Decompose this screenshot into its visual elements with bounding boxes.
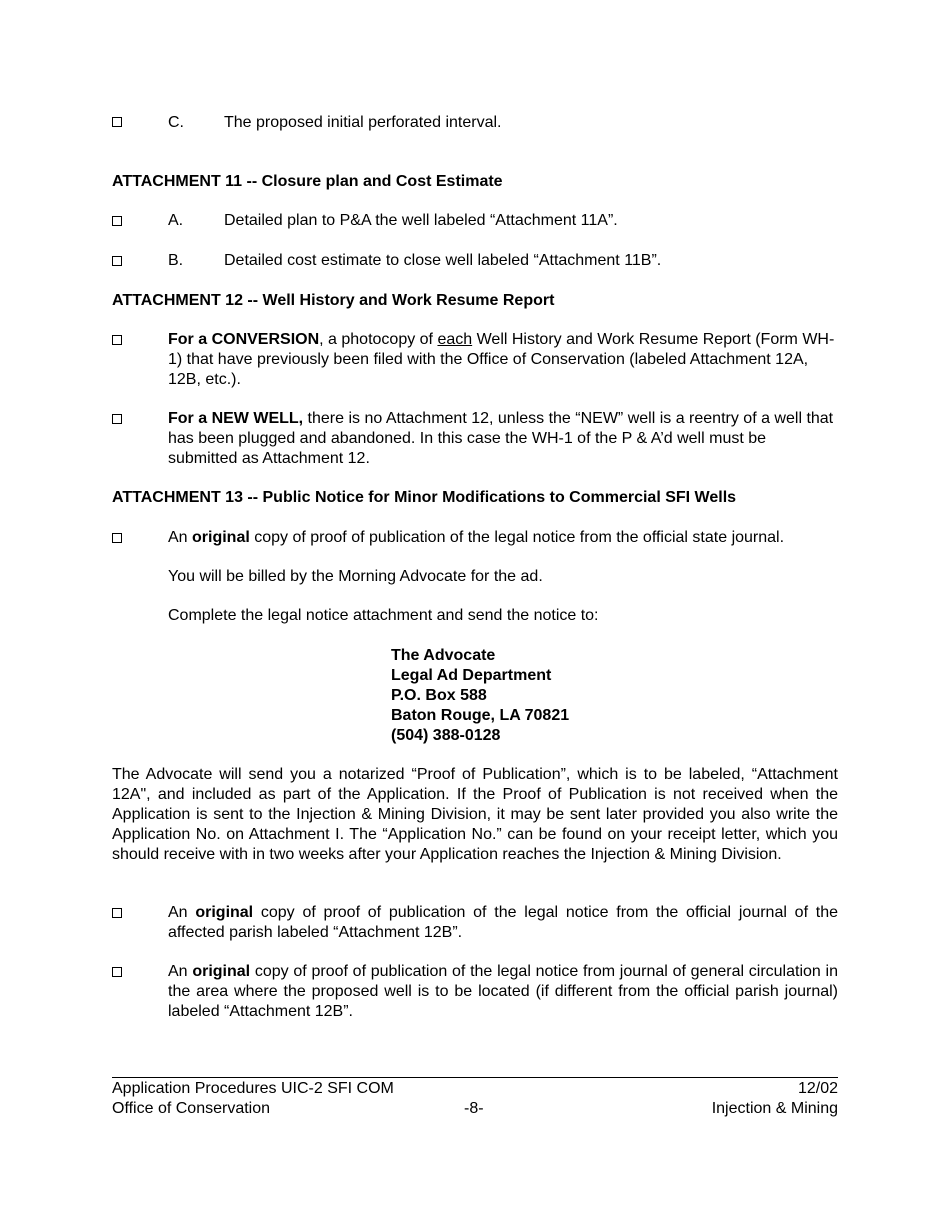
- footer-office: Office of Conservation: [112, 1100, 271, 1117]
- advocate-paragraph: The Advocate will send you a notarized “Proof of Publication”, which is to be labeled, “Attachment 12A", and included as part of the Application. If the Proof of Publication is not received when the Application is sent to the Injection & Mining Division, it may be sent later provided you also write the Application No. on Attachment I. The “Application No.” can be found on your receipt letter, which you should receive with in two weeks after your Application reaches the Injection & Mining Division.: [112, 766, 838, 863]
- footer-page-number: -8-: [464, 1100, 484, 1117]
- footer-division: Injection & Mining: [711, 1100, 838, 1117]
- checkbox-att13-parish-journal[interactable]: [112, 908, 122, 918]
- footer-date: 12/02: [797, 1080, 838, 1097]
- item-letter: A.: [168, 212, 184, 229]
- state-journal-bold: original: [192, 529, 250, 546]
- new-well-lead: For a NEW WELL,: [168, 410, 304, 427]
- state-journal-paragraph: [168, 528, 838, 548]
- parish-journal-paragraph: [168, 903, 838, 943]
- checkbox-att11-a[interactable]: [112, 216, 122, 226]
- address-line: P.O. Box 588: [391, 687, 487, 704]
- address-line: The Advocate: [391, 647, 496, 664]
- state-journal-pre: An: [168, 529, 193, 546]
- checkbox-att13-state-journal[interactable]: [112, 533, 122, 543]
- conversion-emphasis: each: [437, 331, 473, 348]
- advocate-address: [391, 646, 569, 746]
- checkbox-att13-general-circulation[interactable]: [112, 967, 122, 977]
- item-letter: C.: [168, 114, 184, 131]
- new-well-rest: there is no Attachment 12, unless the “NEW” well is a reentry of a well that has been plugged and abandoned. In this case the WH-1 of the P & A’d well must be submitted as Attachment 12.: [168, 410, 834, 467]
- general-circulation-paragraph: [168, 962, 838, 1022]
- parish-journal-pre: An: [168, 904, 196, 921]
- item-letter: B.: [168, 252, 184, 269]
- address-line: Baton Rouge, LA 70821: [391, 707, 570, 724]
- conversion-paragraph: [168, 330, 838, 390]
- checkbox-att12-conversion[interactable]: [112, 335, 122, 345]
- checkbox-att12-new-well[interactable]: [112, 414, 122, 424]
- address-line: (504) 388-0128: [391, 727, 501, 744]
- conversion-rest: Well History and Work Resume Report (Form WH-1) that have previously been filed with the Office of Conservation (labeled Attachment 12A, 12B, etc.).: [168, 331, 835, 388]
- state-journal-rest: copy of proof of publication of the legal notice from the official state journal.: [249, 529, 785, 546]
- heading-attachment-12: ATTACHMENT 12 -- Well History and Work Resume Report: [112, 292, 555, 309]
- item-text: Detailed plan to P&A the well labeled “Attachment 11A”.: [224, 212, 618, 229]
- general-circulation-pre: An: [168, 963, 193, 980]
- conversion-mid: , a photocopy of: [319, 331, 438, 348]
- conversion-lead: For a CONVERSION: [168, 331, 320, 348]
- general-circulation-bold: original: [192, 963, 251, 980]
- parish-journal-rest: copy of proof of publication of the legal notice from the official journal of the affected parish labeled “Attachment 12B”.: [168, 904, 839, 941]
- complete-note: Complete the legal notice attachment and send the notice to:: [168, 607, 599, 624]
- footer-rule: [112, 1077, 838, 1078]
- checkbox-att10-c[interactable]: [112, 117, 122, 127]
- item-text: The proposed initial perforated interval.: [224, 114, 502, 131]
- general-circulation-rest: copy of proof of publication of the legal notice from journal of general circulation in the area where the proposed well is to be located (if different from the official parish journal) labeled “Attachment 12B”.: [168, 963, 838, 1020]
- item-text: Detailed cost estimate to close well labeled “Attachment 11B”.: [224, 252, 662, 269]
- checkbox-att11-b[interactable]: [112, 256, 122, 266]
- billed-note: You will be billed by the Morning Advocate for the ad.: [168, 568, 543, 585]
- heading-attachment-13: ATTACHMENT 13 -- Public Notice for Minor Modifications to Commercial SFI Wells: [112, 489, 737, 506]
- heading-attachment-11: ATTACHMENT 11 -- Closure plan and Cost Estimate: [112, 173, 503, 190]
- footer-doc-title: Application Procedures UIC-2 SFI COM: [112, 1080, 394, 1097]
- parish-journal-bold: original: [195, 904, 254, 921]
- new-well-paragraph: [168, 409, 838, 469]
- address-line: Legal Ad Department: [391, 667, 552, 684]
